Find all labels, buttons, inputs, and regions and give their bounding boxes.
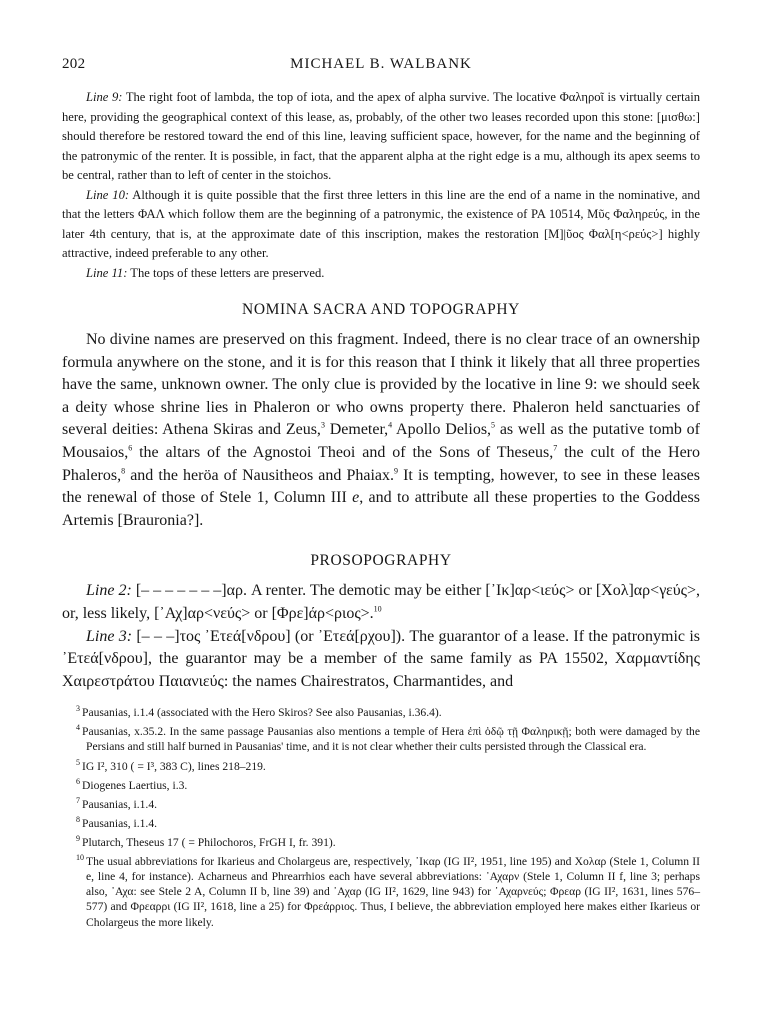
footnote-number: 9: [76, 833, 80, 843]
line-notes: [62, 88, 700, 283]
text-run: the cult of the Hero Phaleros,: [62, 443, 700, 484]
footnote-number: 6: [76, 776, 80, 786]
footnote: [62, 793, 700, 812]
line-note-label: Line 11:: [86, 265, 128, 280]
footnote-number: 3: [76, 704, 80, 714]
footnote-text: Plutarch, Theseus 17 ( = Philochoros, FrGH I, fr. 391).: [82, 835, 336, 849]
text-run: e: [352, 489, 360, 507]
paragraph: [62, 329, 700, 532]
section-body: [62, 580, 700, 693]
line-note-text: The tops of these letters are preserved.: [127, 265, 325, 280]
footnote: [62, 774, 700, 793]
footnote-text: Pausanias, i.1.4.: [82, 816, 158, 830]
footnote-number: 5: [76, 757, 80, 767]
text-run: and the heröa of Nausitheos and Phaiax.: [125, 466, 395, 484]
footnote-ref: 4: [388, 421, 393, 431]
running-header: [62, 50, 700, 74]
footnote: [62, 831, 700, 850]
running-head-author: MICHAEL B. WALBANK: [290, 56, 472, 72]
text-run: Demeter,: [324, 421, 389, 439]
footnote-ref: 10: [373, 604, 382, 614]
footnote-ref: 9: [394, 466, 399, 476]
footnote-number: 10: [76, 852, 84, 862]
footnote-text: The usual abbreviations for Ikarieus and Cholargeus are, respectively, ᾿Ικαρ (IG II², 1951, line 195) and Χολαρ (Stele 1, Column II e, line 4, for instance). Acharneus and Phrearrhios each have several abbreviations: ᾿Αχαρν (Stele 1, Column II f, line 3; perhaps also, ᾿Αχα: see Stele 2 A, Column II b, line 39) and ᾿Αχαρ (IG II², 1629, line 943) for ᾿Αχαρνεύς; Φρεαρ (IG II², 1631, lines 576–577) and Φρεαρρι (IG II², 1618, line a 25) for Φρεάρριος. Thus, I believe, the abbreviation employed here makes either Ikarieus or Cholargeus the more likely.: [86, 854, 700, 929]
footnote-number: 4: [76, 723, 80, 733]
footnote: [62, 720, 700, 754]
footnote-text: Pausanias, x.35.2. In the same passage Pausanias also mentions a temple of Hera ἐπὶ ὁδῷ τῇ Φαληρικῇ; both were damaged by the Persians and still half burned in Pausanias' time, and it is not clear whether their cults persisted through the Classical era.: [82, 725, 700, 754]
footnote-ref: 7: [553, 443, 558, 453]
footnote-number: 7: [76, 795, 80, 805]
line-note-label: Line 10:: [86, 187, 130, 202]
footnotes: [62, 701, 700, 930]
footnote-text: Diogenes Laertius, i.3.: [82, 778, 188, 792]
section-body: [62, 329, 700, 532]
line-note: [62, 186, 700, 264]
footnote-ref: 6: [128, 443, 133, 453]
section-heading: PROSOPOGRAPHY: [310, 552, 452, 570]
section-heading: NOMINA SACRA AND TOPOGRAPHY: [242, 301, 520, 318]
footnote: [62, 755, 700, 774]
line-note: [62, 264, 700, 284]
line-note-text: Although it is quite possible that the first three letters in this line are the end of a name in the nominative, and that the letters ΦΑΛ which follow them are the beginning of a patronymic, the existence of PA 10514, Μῦς Φαληρεύς, in the later 4th century, that is, at the approximate date of this inscription, makes the restoration [Μ]|ῦος Φαλ[η<ρεύς>] highly attractive, indeed preferable to any other.: [62, 187, 700, 260]
footnote-ref: 5: [491, 421, 496, 431]
text-run: as well as the putative tomb of Mousaios,: [62, 421, 700, 461]
line-note-text: The right foot of lambda, the top of iota, and the apex of alpha survive. The locative Φαληροῖ is virtually certain here, providing the geographical context of this lease, as, probably, of the other two leases recorded upon this stone: [μισθω:] should therefore be restored toward the end of this line, leaving sufficient space, however, for the name and the beginning of the patronymic of the renter. It is possible, in fact, that the apparent alpha at the right edge is a mu, although its apex seems to be central, rather than to left of center in the stoichos.: [62, 90, 700, 182]
text-run: [– – – – – – –]αρ. A renter. The demotic may be either [᾿Ικ]αρ<ιεύς> or [Χολ]αρ<γεύς>, or, less likely, [᾿Αχ]αρ<νεύς> or [Φρε]άρ<ριος>.: [62, 582, 700, 622]
footnote-text: Pausanias, i.1.4 (associated with the Hero Skiros? See also Pausanias, i.36.4).: [82, 706, 442, 720]
line-label: Line 2:: [86, 582, 132, 600]
footnote-ref: 8: [121, 466, 126, 476]
text-run: Apollo Delios,: [392, 421, 492, 439]
text-run: the altars of the Agnostoi Theoi and of the Sons of Theseus,: [132, 443, 554, 461]
footnote-text: Pausanias, i.1.4.: [82, 797, 158, 811]
page-number: 202: [62, 56, 86, 72]
line-note-label: Line 9:: [86, 90, 123, 104]
footnote-text: IG I², 310 ( = I³, 383 C), lines 218–219.: [82, 759, 266, 773]
line-note: [62, 88, 700, 186]
footnote: [62, 850, 700, 930]
page: [62, 50, 700, 930]
line-label: Line 3:: [86, 627, 133, 645]
footnote-number: 8: [76, 814, 80, 824]
text-run: No divine names are preserved on this fragment. Indeed, there is no clear trace of an ownership formula anywhere on the stone, and it is for this reason that I think it likely that all three properties have the same, unknown owner. The only clue is provided by the locative in line 9: we should seek a deity whose shrine lies in Phaleron or who owns property there. Phaleron held sanctuaries of several deities: Athena Skiras and Zeus,: [62, 331, 700, 439]
text-run: [– – –]τος ᾿Ετεά[νδρου] (or ᾿Ετεά[ρχου]). The guarantor of a lease. If the patronymic is ᾿Ετεά[νδρου], the guarantor may be a member of the same family as PA 15502, Χαρμαντίδης Χαιρεστράτου Παιανιεύς: the names Chairestratos, Charmantides, and: [62, 627, 700, 690]
footnote: [62, 812, 700, 831]
paragraph: [62, 626, 700, 694]
paragraph: [62, 580, 700, 625]
text-run: It is tempting, however, to see in these leases the renewal of those of Stele 1, Column III: [62, 466, 701, 507]
footnote: [62, 701, 700, 720]
text-run: , and to attribute all these properties to the Goddess Artemis [Brauronia?].: [62, 489, 700, 529]
footnote-ref: 3: [320, 421, 325, 431]
